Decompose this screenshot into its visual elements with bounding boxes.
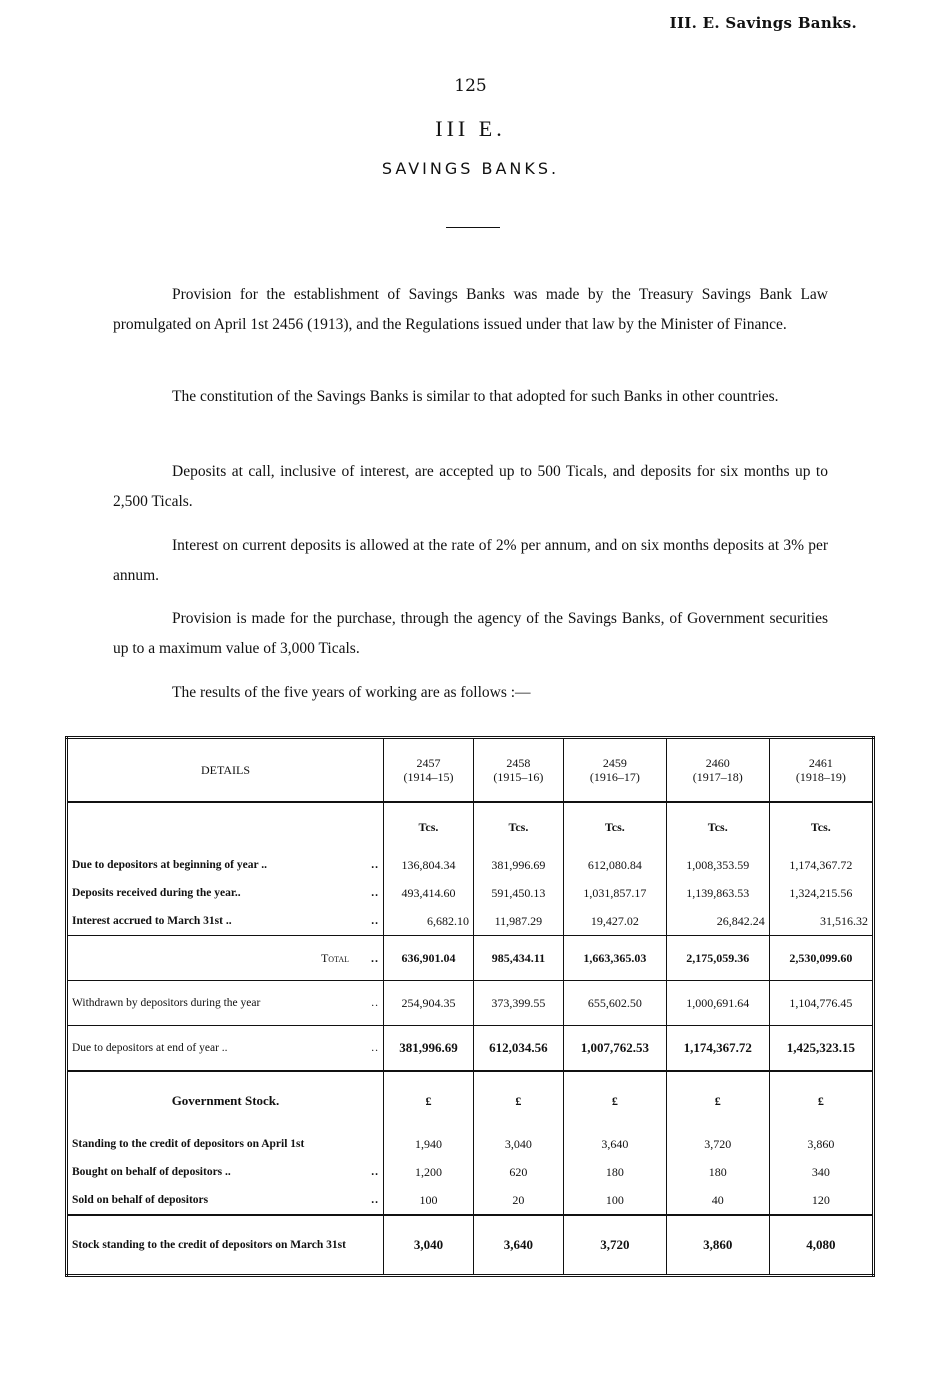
value-cell: 1,425,323.15 — [769, 1026, 873, 1072]
value-cell: 1,008,353.59 — [666, 851, 769, 879]
value-cell: 11,987.29 — [473, 907, 563, 936]
value-cell: 655,602.50 — [563, 981, 666, 1026]
value-cell: 381,996.69 — [384, 1026, 474, 1072]
table-row-due-begin — [67, 851, 874, 879]
value-cell: 3,040 — [473, 1130, 563, 1158]
value-cell: 493,414.60 — [384, 879, 474, 907]
value-cell: 1,174,367.72 — [666, 1026, 769, 1072]
value-cell: 2,530,099.60 — [769, 936, 873, 981]
value-cell: 3,860 — [666, 1215, 769, 1276]
value-cell: 20 — [473, 1186, 563, 1215]
table-row-interest — [67, 907, 874, 936]
value-cell: 3,860 — [769, 1130, 873, 1158]
details-header: DETAILS — [67, 738, 384, 803]
title-divider — [446, 227, 500, 228]
row-label: Standing to the credit of depositors on April 1st — [72, 1138, 305, 1150]
year-ce: (1917–18) — [692, 770, 743, 784]
year-header — [769, 738, 873, 803]
row-label: Due to depositors at end of year .. .. — [67, 1026, 384, 1072]
value-cell: 1,000,691.64 — [666, 981, 769, 1026]
table-row-standing-march — [67, 1215, 874, 1276]
section-heading: III E. — [435, 116, 506, 141]
paragraph-securities: Provision is made for the purchase, through the agency of the Savings Banks, of Government securities up to a maximum value of 3,000 Ticals. — [113, 610, 828, 657]
row-label: Deposits received during the year.. .. — [72, 887, 379, 899]
value-cell: 1,104,776.45 — [769, 981, 873, 1026]
table-row-standing-april — [67, 1130, 874, 1158]
table-row-sold — [67, 1186, 874, 1215]
unit-cell: £ — [563, 1071, 666, 1130]
unit-cell: £ — [666, 1071, 769, 1130]
year-be: 2457 — [416, 756, 441, 770]
value-cell: 3,640 — [563, 1130, 666, 1158]
year-header — [473, 738, 563, 803]
row-label: Withdrawn by depositors during the year .. — [67, 981, 384, 1026]
value-cell: 1,324,215.56 — [769, 879, 873, 907]
value-cell: 340 — [769, 1158, 873, 1186]
value-cell: 1,031,857.17 — [563, 879, 666, 907]
paragraph-deposits: Deposits at call, inclusive of interest, are accepted up to 500 Ticals, and deposits for six months up to 2,500 Ticals. — [113, 463, 828, 510]
value-cell: 3,720 — [563, 1215, 666, 1276]
unit-cell: Tcs. — [666, 802, 769, 851]
running-head: III. E. Savings Banks. — [669, 14, 857, 32]
value-cell: 254,904.35 — [384, 981, 474, 1026]
table-row-withdrawn — [67, 981, 874, 1026]
page-title: SAVINGS BANKS. — [381, 159, 560, 178]
value-cell: 1,663,365.03 — [563, 936, 666, 981]
table-row-total — [67, 936, 874, 981]
value-cell: 40 — [666, 1186, 769, 1215]
value-cell: 1,007,762.53 — [563, 1026, 666, 1072]
unit-cell: £ — [769, 1071, 873, 1130]
year-be: 2460 — [705, 756, 730, 770]
value-cell: 612,034.56 — [473, 1026, 563, 1072]
value-cell: 3,640 — [473, 1215, 563, 1276]
value-cell: 3,720 — [666, 1130, 769, 1158]
value-cell: 136,804.34 — [384, 851, 474, 879]
unit-cell: £ — [473, 1071, 563, 1130]
year-ce: (1918–19) — [795, 770, 846, 784]
paragraph-interest: Interest on current deposits is allowed at the rate of 2% per annum, and on six months deposits at 3% per annum. — [113, 537, 828, 584]
unit-row-ticals — [67, 802, 874, 851]
year-ce: (1914–15) — [403, 770, 454, 784]
year-ce: (1915–16) — [493, 770, 544, 784]
year-header — [384, 738, 474, 803]
value-cell: 180 — [666, 1158, 769, 1186]
table-row-deposits — [67, 879, 874, 907]
value-cell: 1,940 — [384, 1130, 474, 1158]
value-cell: 373,399.55 — [473, 981, 563, 1026]
row-label: Total .. — [67, 936, 384, 981]
value-cell: 636,901.04 — [384, 936, 474, 981]
value-cell: 985,434.11 — [473, 936, 563, 981]
value-cell: 1,174,367.72 — [769, 851, 873, 879]
table-row-bought — [67, 1158, 874, 1186]
value-cell: 19,427.02 — [563, 907, 666, 936]
row-label: Bought on behalf of depositors .. .. — [72, 1166, 379, 1178]
value-cell: 180 — [563, 1158, 666, 1186]
value-cell: 1,139,863.53 — [666, 879, 769, 907]
savings-bank-results-table — [65, 736, 875, 1277]
row-label: Sold on behalf of depositors .. — [72, 1194, 379, 1206]
unit-cell: £ — [384, 1071, 474, 1130]
year-be: 2461 — [808, 756, 833, 770]
unit-cell: Tcs. — [384, 802, 474, 851]
value-cell: 381,996.69 — [473, 851, 563, 879]
year-header — [563, 738, 666, 803]
value-cell: 6,682.10 — [384, 907, 474, 936]
unit-cell: Tcs. — [769, 802, 873, 851]
blank-cell — [67, 802, 384, 851]
year-header — [666, 738, 769, 803]
row-label: Due to depositors at beginning of year .. .. — [72, 859, 379, 871]
value-cell: 31,516.32 — [769, 907, 873, 936]
value-cell: 2,175,059.36 — [666, 936, 769, 981]
table-row-gov-stock-heading — [67, 1071, 874, 1130]
paragraph-results-intro: The results of the five years of working are as follows :— — [172, 684, 531, 701]
value-cell: 100 — [384, 1186, 474, 1215]
value-cell: 3,040 — [384, 1215, 474, 1276]
unit-cell: Tcs. — [473, 802, 563, 851]
paragraph-constitution: The constitution of the Savings Banks is similar to that adopted for such Banks in other countries. — [172, 388, 779, 405]
year-be: 2458 — [506, 756, 531, 770]
paragraph-establishment: Provision for the establishment of Savings Banks was made by the Treasury Savings Bank Law promulgated on April 1st 2456 (1913), and the Regulations issued under that law by the Minister of Finance. — [113, 286, 828, 333]
page-number: 125 — [454, 76, 487, 96]
value-cell: 620 — [473, 1158, 563, 1186]
gov-stock-heading: Government Stock. — [171, 1093, 280, 1108]
value-cell: 4,080 — [769, 1215, 873, 1276]
row-label: Interest accrued to March 31st .. .. — [72, 915, 379, 927]
value-cell: 120 — [769, 1186, 873, 1215]
value-cell: 1,200 — [384, 1158, 474, 1186]
table-header-row — [67, 738, 874, 803]
value-cell: 100 — [563, 1186, 666, 1215]
value-cell: 612,080.84 — [563, 851, 666, 879]
row-label: Stock standing to the credit of depositors on March 31st — [67, 1215, 384, 1276]
unit-cell: Tcs. — [563, 802, 666, 851]
year-be: 2459 — [602, 756, 627, 770]
year-ce: (1916–17) — [589, 770, 640, 784]
value-cell: 591,450.13 — [473, 879, 563, 907]
value-cell: 26,842.24 — [666, 907, 769, 936]
table-row-due-end — [67, 1026, 874, 1072]
